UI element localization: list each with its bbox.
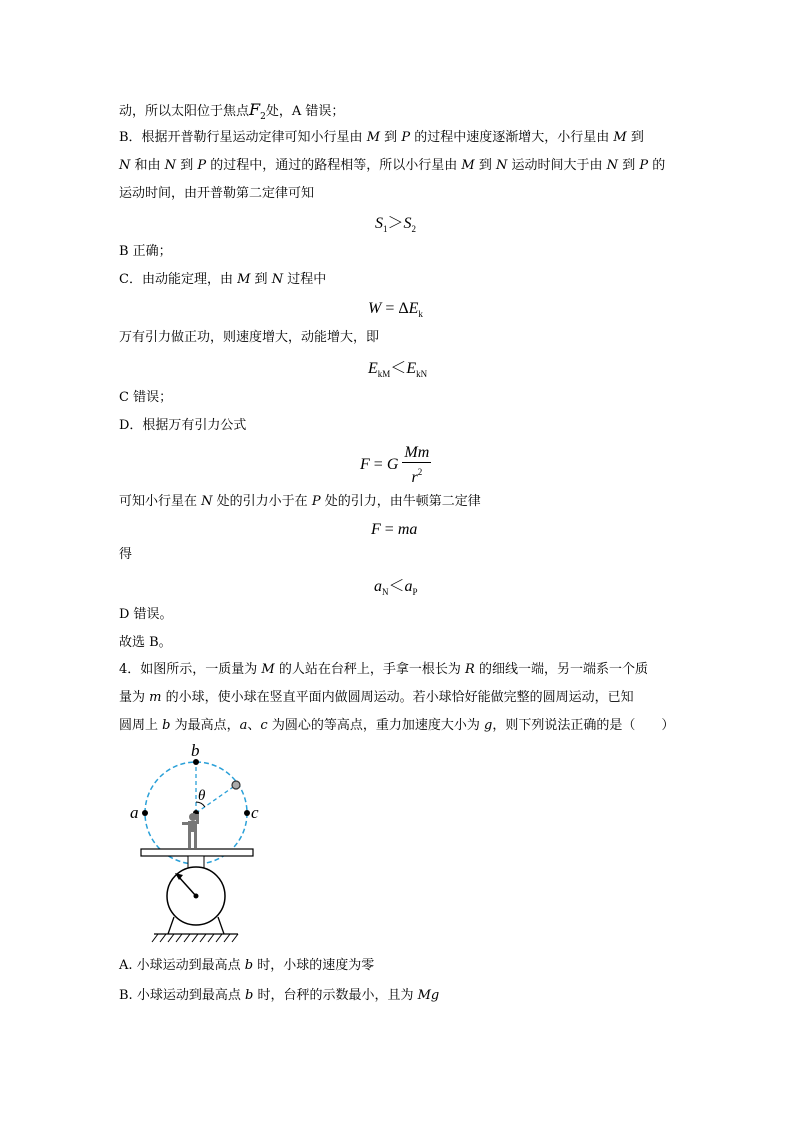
label-a: a [130, 803, 139, 822]
text-line-9: D．根据万有引力公式 [119, 418, 247, 433]
point-c [244, 810, 250, 816]
text-line-1: 动，所以太阳位于焦点$F_2$处，A 错误； [119, 100, 345, 122]
ground-hatching [152, 934, 238, 942]
scale-leg-left [168, 917, 174, 934]
equation-newton-second: F = ma [371, 521, 418, 538]
question-4-line-1: 4．如图所示，一质量为 M 的人站在台秤上，手拿一根长为 R 的细线一端，另一端系一个质 [119, 662, 648, 677]
ball [232, 781, 240, 789]
point-a [142, 810, 148, 816]
text-line-4: 运动时间，由开普勒第二定律可知 [119, 186, 315, 201]
label-theta: θ [198, 788, 206, 804]
dial-pivot [194, 894, 199, 899]
option-b: B. 小球运动到最高点 b 时，台秤的示数最小，且为 Mg [119, 988, 440, 1003]
equation-s1-gt-s2: $S_1>S_2$ [375, 215, 417, 234]
text-line-5: B 正确； [119, 244, 172, 259]
option-a: A. 小球运动到最高点 b 时，小球的速度为零 [119, 958, 375, 973]
text-line-8: C 错误； [119, 390, 173, 405]
label-c: c [251, 803, 259, 822]
text-line-11: 得 [119, 547, 133, 562]
text-line-12: D 错误。 [119, 607, 173, 622]
scale-circle-figure [128, 742, 268, 947]
equation-work-energy: $W = \Delta E_k$ [368, 300, 423, 319]
scale-leg-right [218, 917, 224, 934]
equation-gravitation: F = G $\frac{Mm}{r^2}$ [360, 444, 430, 486]
text-line-6: C．由动能定理，由 M 到 N 过程中 [119, 272, 327, 287]
text-line-10: 可知小行星在 N 处的引力小于在 P 处的引力，由牛顿第二定律 [119, 494, 481, 509]
scale-platform [141, 849, 253, 856]
text-line-2: B．根据开普勒行星运动定律可知小行星由 M 到 P 的过程中速度逐渐增大，小行星由 M 到 [119, 130, 644, 145]
person-figure [182, 813, 199, 848]
equation-kinetic-energy: $E_{kM}<E_{kN}$ [368, 360, 428, 379]
text-line-7: 万有引力做正功，则速度增大，动能增大，即 [119, 330, 380, 345]
text-line-3: N 和由 N 到 P 的过程中，通过的路程相等，所以小行星由 M 到 N 运动时间大于由 N 到 P 的 [119, 158, 666, 173]
question-4-line-2: 量为 m 的小球，使小球在竖直平面内做圆周运动。若小球恰好能做完整的圆周运动，已知 [119, 690, 634, 705]
text-line-13: 故选 B。 [119, 635, 172, 650]
label-b: b [191, 742, 200, 760]
equation-acceleration: $a_N<a_P$ [374, 578, 418, 597]
question-4-line-3: 圆周上 b 为最高点，a、c 为圆心的等高点，重力加速度大小为 g，则下列说法正确的是（ ） [119, 718, 675, 733]
fraction-mm-over-r2: $\frac{Mm}{r^2}$ [404, 444, 430, 486]
